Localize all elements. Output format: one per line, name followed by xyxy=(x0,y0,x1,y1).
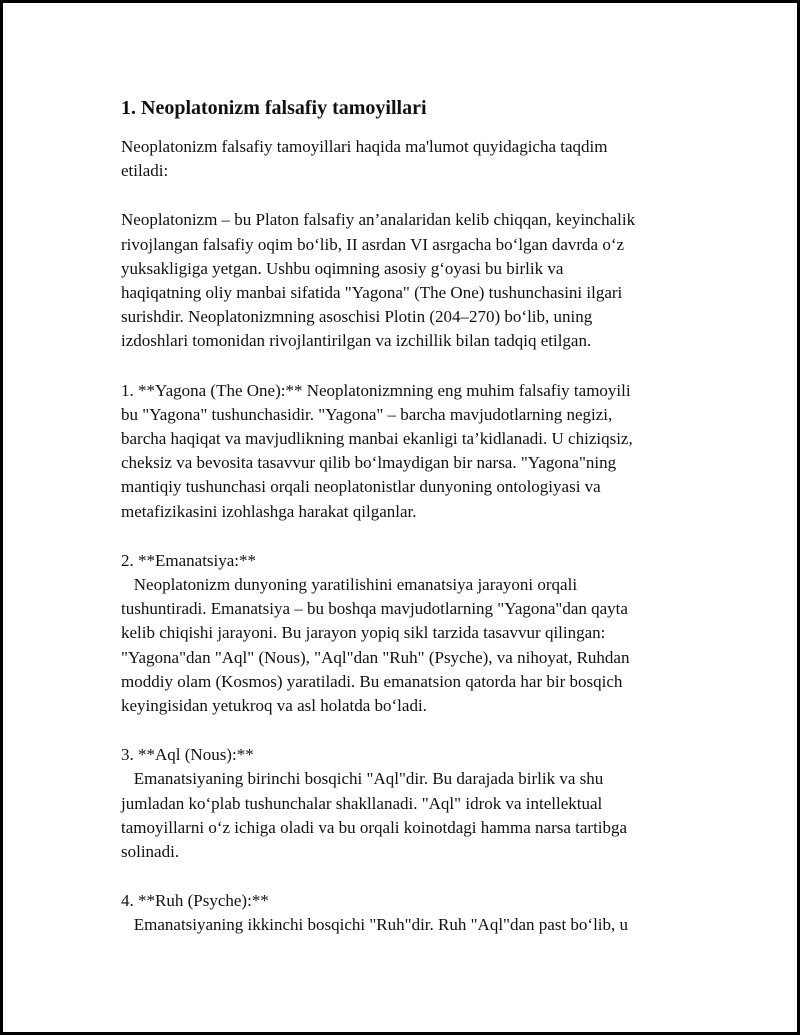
document-body xyxy=(121,95,681,938)
section-emanatsiya-paragraph: 2. **Emanatsiya:** Neoplatonizm dunyoning yaratilishini emanatsiya jarayoni orqali tushuntiradi. Emanatsiya – bu boshqa mavjudotlarning "Yagona"dan qayta kelib chiqishi jarayoni. Bu jarayon yopiq sikl tarzida tasavvur qilingan: "Yagona"dan "Aql" (Nous), "Aql"dan "Ruh" (Psyche), va nihoyat, Ruhdan moddiy olam (Kosmos) yaratiladi. Bu emanatsion qatorda har bir bosqich keyingisidan yetukroq va asl holatda bo‘ladi. xyxy=(121,550,630,716)
overview-paragraph: Neoplatonizm – bu Platon falsafiy an’analaridan kelib chiqqan, keyinchalik rivojlangan falsafiy oqim bo‘lib, II asrdan VI asrgacha bo‘lgan davrda o‘z yuksakligiga yetgan. Ushbu oqimning asosiy g‘oyasi bu birlik va haqiqatning oliy manbai sifatida "Yagona" (The One) tushunchasini ilgari surishdir. Neoplatonizmning asoschisi Plotin (204–270) bo‘lib, uning izdoshlari tomonidan rivojlantirilgan va izchillik bilan tadqiq etilgan. xyxy=(121,210,636,351)
document-title: 1. Neoplatonizm falsafiy tamoyillari xyxy=(121,97,427,119)
section-aql-paragraph: 3. **Aql (Nous):** Emanatsiyaning birinchi bosqichi "Aql"dir. Bu darajada birlik va shu jumladan ko‘plab tushunchalar shakllanadi. "Aql" idrok va intellektual tamoyillarni o‘z ichiga oladi va bu orqali koinotdagi hamma narsa tartibga solinadi. xyxy=(121,745,628,862)
intro-paragraph: Neoplatonizm falsafiy tamoyillari haqida ma'lumot quyidagicha taqdim etiladi: xyxy=(121,137,608,181)
section-ruh-paragraph: 4. **Ruh (Psyche):** Emanatsiyaning ikkinchi bosqichi "Ruh"dir. Ruh "Aql"dan past bo‘lib, u xyxy=(121,891,629,935)
section-yagona-paragraph: 1. **Yagona (The One):** Neoplatonizmning eng muhim falsafiy tamoyili bu "Yagona" tushunchasidir. "Yagona" – barcha mavjudotlarning negizi, barcha haqiqat va mavjudlikning manbai ekanligi ta’kidlanadi. U chiziqsiz, cheksiz va bevosita tasavvur qilib bo‘lmaydigan bir narsa. "Yagona"ning mantiqiy tushunchasi orqali neoplatonistlar dunyoning ontologiyasi va metafizikasini izohlashga harakat qilganlar. xyxy=(121,380,633,521)
